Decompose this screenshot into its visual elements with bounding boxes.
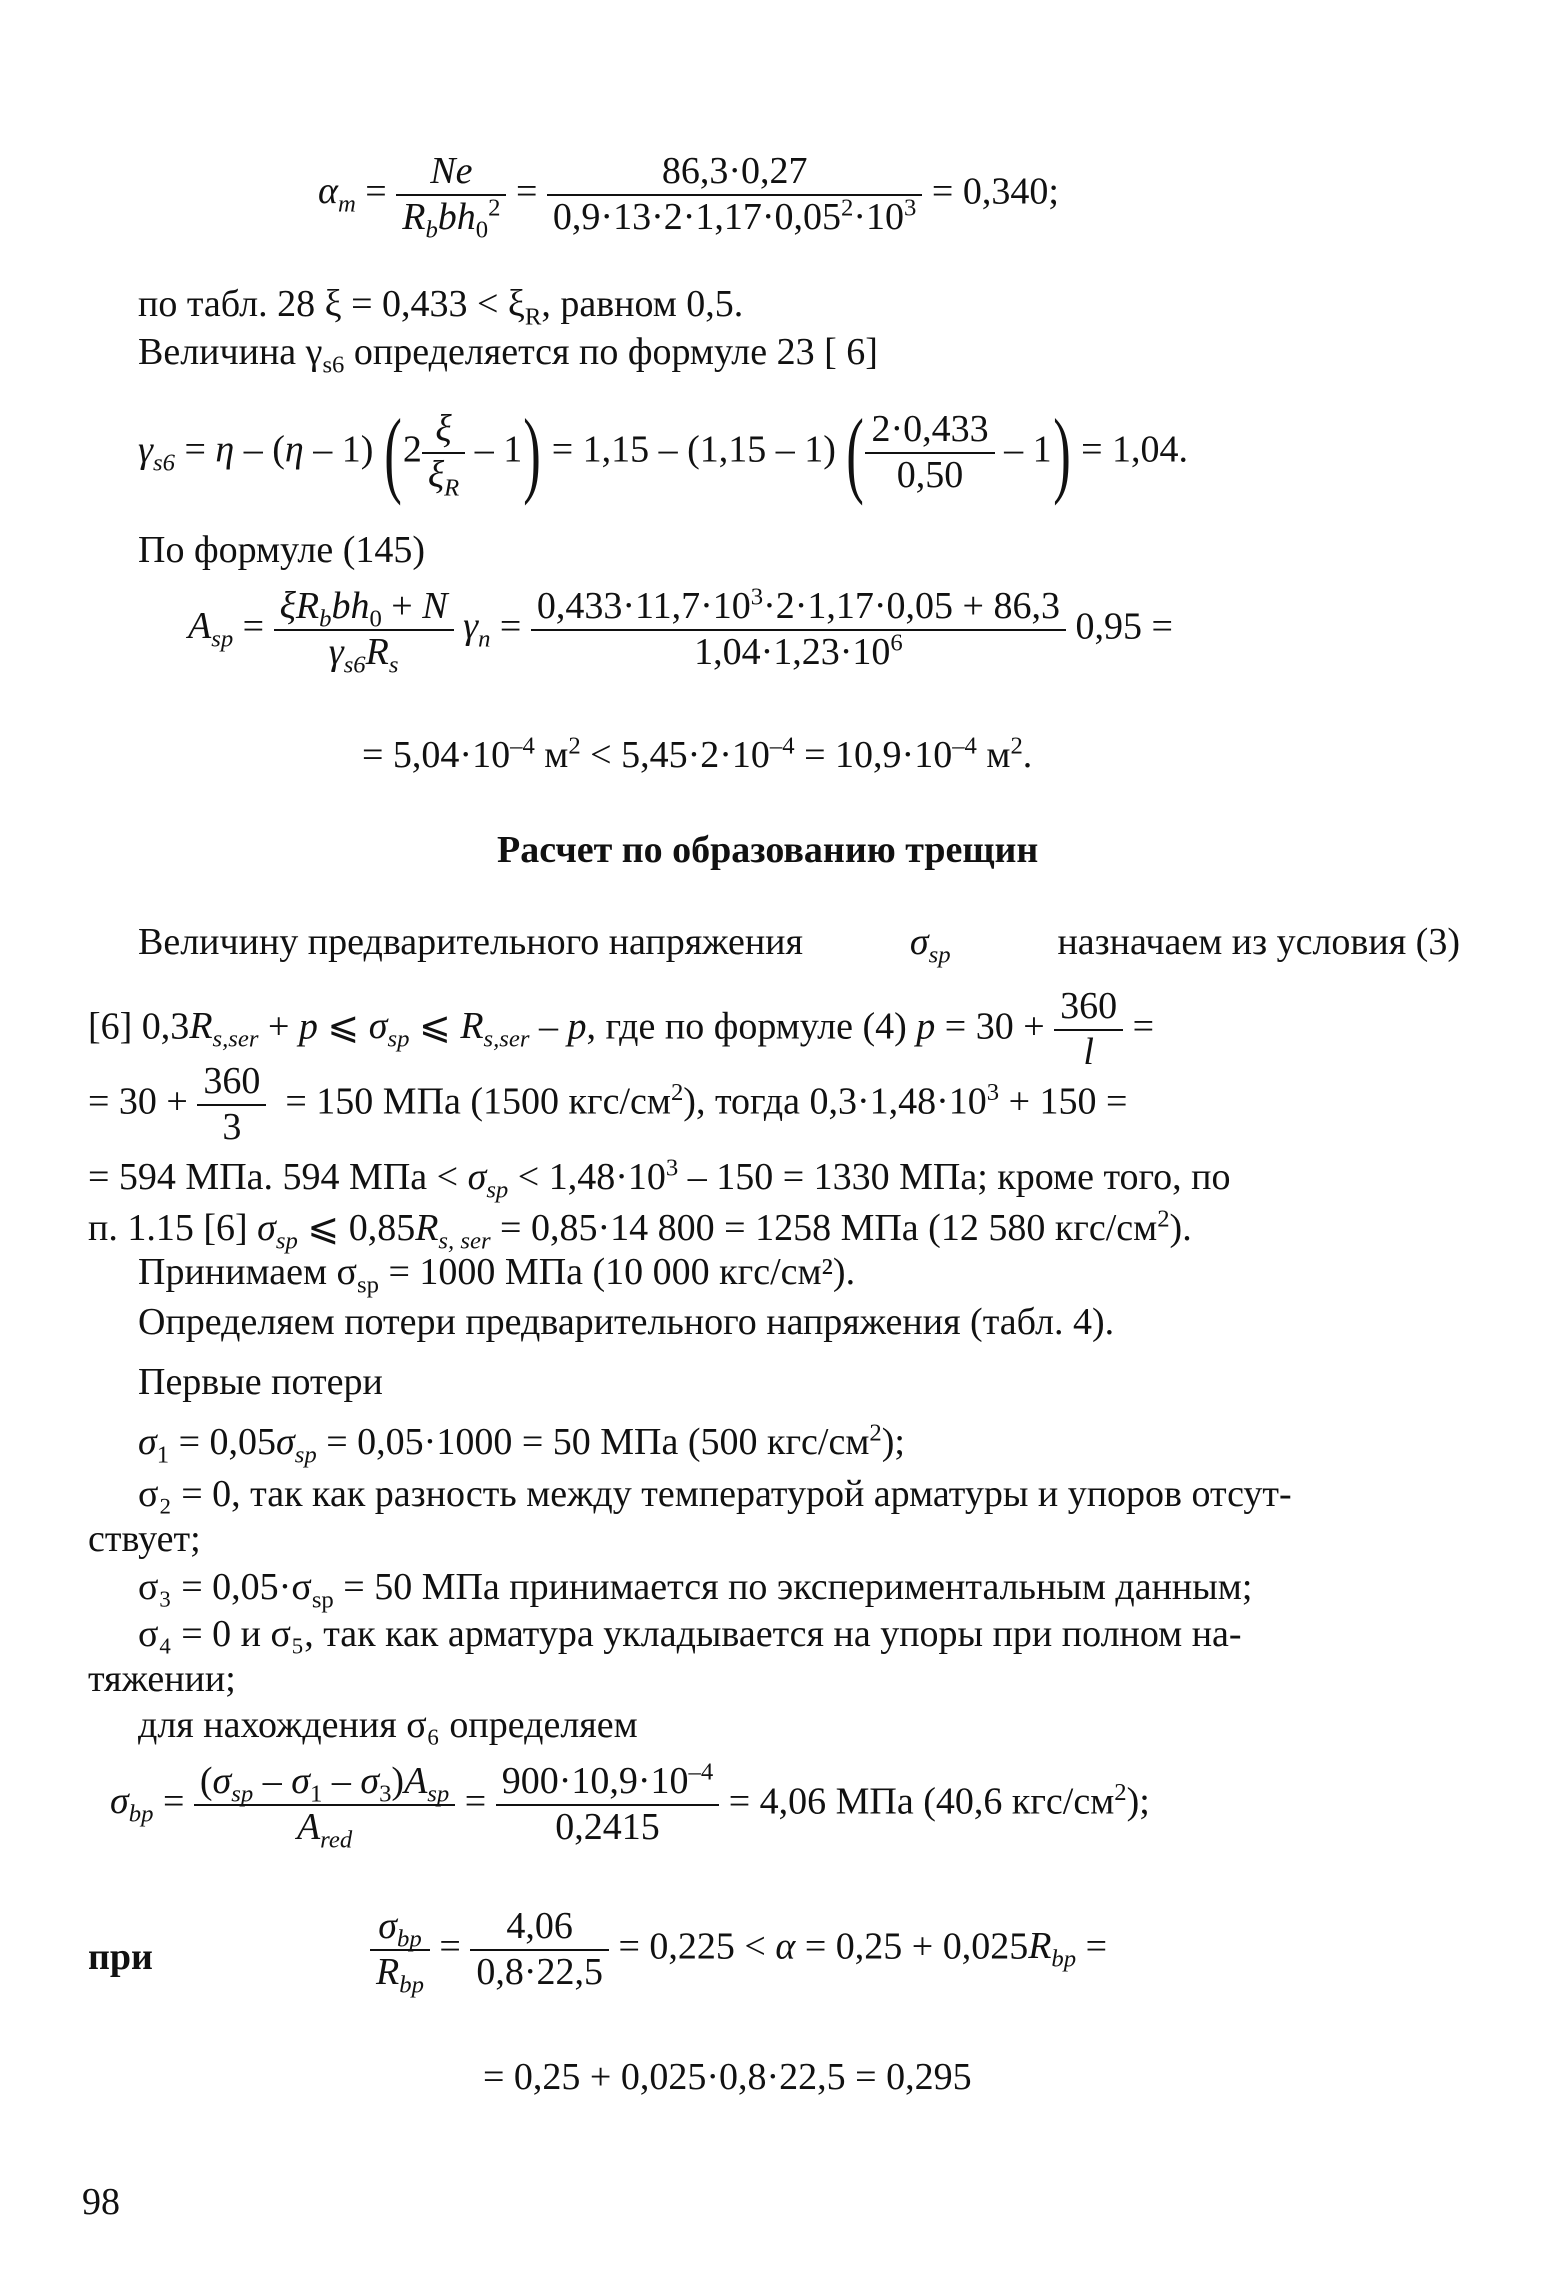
- text-formula-145: По формуле (145): [138, 529, 426, 571]
- text-table-28-end: , равном 0,5.: [541, 283, 744, 325]
- text-prestress-4: = 594 МПа. 594 МПа < $\sigma_{sp} < 1,48\cdot 10^3 - 150 = 1330$ МПа; кроме того, по: [88, 1154, 1231, 1204]
- formula-a-sp: $A_{sp}$ = $\frac{\xi R_bbh_0 + N}{\gamma_{s6}R_s}$ $\gamma_n$ = $\frac{0,433\cdot 11,7\cdot 10^3\cdot 2\cdot 1,17\cdot 0,05 + 86,3}{1,04\cdot 1,23\cdot 10^6}$ 0,95 =: [188, 583, 1173, 679]
- text-prestress-3: = 30 + $\frac{360}{3}$ = 150 МПа (1500 кгс/$см^2$), тогда $0,3\cdot 1,48\cdot 10^3 + 150$ =: [88, 1060, 1128, 1148]
- text-sigma-3-end: = 50 МПа принимается по экспериментальным данным;: [333, 1566, 1253, 1608]
- text-accept-end: = 1000 МПа (10 000 кгс/см²).: [378, 1251, 856, 1293]
- page-number: 98: [82, 2181, 120, 2223]
- formula-alpha-m: $\alpha_m$ = $\frac{Ne}{R_bbh_0^2}$ = $\frac{86,3\cdot 0,27}{0,9\cdot 13\cdot 2\cdot 1,17\cdot 0,05^2\cdot 10^3}$ = 0,340;: [318, 150, 1059, 244]
- text-sigma-3-sub: sp: [311, 1586, 334, 1614]
- text-sigma-3-a: σ₃ = 0,05·σ: [138, 1566, 312, 1608]
- section-heading: Расчет по образованию трещин: [497, 829, 1039, 871]
- text-prestress-2: [6] $0,3R_{s,ser} + p$ ⩽ $\sigma_{sp}$ ⩽ $R_{s,ser}$ – p, где по формуле (4) p = 30 + $\frac{360}{l}$ =: [88, 985, 1155, 1073]
- text-sigma-2b: ствует;: [88, 1518, 201, 1560]
- text-first-losses: Первые потери: [138, 1361, 383, 1403]
- text-accept-sub: sp: [357, 1271, 379, 1299]
- formula-sigma-bp: $\sigma_{bp}$ = $\frac{(\sigma_{sp} - \sigma_1 - \sigma_3)A_{sp}}{A_{red}}$ = $\frac{900\cdot 10,9\cdot 10^{-4}}{0,2415}$ = 4,06 МПа (40,6 кгс/$см^2$);: [110, 1758, 1150, 1854]
- text-prestress-1: [138, 920, 1460, 969]
- text-accept-a: Принимаем σ: [138, 1251, 358, 1293]
- text-sigma-4a: σ₄ = 0 и σ₅, так как арматура укладывается на упоры при полном на-: [138, 1613, 1242, 1655]
- text-losses: Определяем потери предварительного напряжения (табл. 4).: [138, 1301, 1115, 1343]
- sigma-sp: $\sigma_{sp}$: [909, 921, 951, 969]
- text-gamma-b: определяется по формуле 23 [ 6]: [344, 331, 878, 373]
- text-sigma-3: [138, 1565, 1253, 1614]
- formula-a-sp-result: = $5,04\cdot 10^{-4}$ $м^2 < 5,45\cdot 2\cdot 10^{-4} = 10,9\cdot 10^{-4}$ $м^2$.: [362, 732, 1033, 776]
- text-gamma-sub: s6: [322, 351, 345, 379]
- text-table-28-a: по табл. 28 ξ = 0,433 < ξ: [138, 283, 525, 325]
- text-sigma-4b: тяжении;: [88, 1658, 236, 1700]
- text-sigma-2a: σ₂ = 0, так как разность между температурой арматуры и упоров отсут-: [138, 1473, 1292, 1515]
- text-table-28: [138, 282, 744, 331]
- formula-alpha-result: = 0,25 + 0,025·0,8·22,5 = 0,295: [483, 2056, 972, 2098]
- text-accept: [138, 1250, 856, 1299]
- formula-ratio: $\frac{\sigma_{bp}}{R_{bp}}$ = $\frac{4,06}{0,8\cdot 22,5}$ = $0,225 < \alpha = 0,25 + 0,025R_{bp}$ =: [370, 1905, 1107, 1994]
- text-pri: при: [88, 1936, 153, 1978]
- text-sigma-6: для нахождения σ₆ определяем: [138, 1704, 638, 1746]
- text-table-28-sub: R: [524, 303, 542, 331]
- text-gamma-s6: [138, 330, 878, 379]
- text-sigma-1: $\sigma_1 = 0,05\sigma_{sp} = 0,05\cdot 1000 = 50$ МПа (500 кгс/$см^2$);: [138, 1419, 905, 1469]
- text-prestress-1a: Величину предварительного напряжения: [138, 921, 803, 963]
- formula-gamma-s6: $\gamma_{s6} = \eta - (\eta - 1)$ (2 $\frac{\xi}{\xi_R}$ – 1) = 1,15 – (1,15 – 1) ( $\frac{2\cdot 0,433}{0,50}$ – 1) = 1,04.: [138, 399, 1188, 506]
- text-prestress-5: п. 1.15 [6] $\sigma_{sp}$ ⩽ $0,85R_{s, ser} = 0,85\cdot 14$ 800 = 1258 МПа (12 580 кгс/$см^2$).: [88, 1205, 1192, 1255]
- text-prestress-1b: назначаем из условия (3): [1057, 921, 1460, 963]
- text-gamma-a: Величина γ: [138, 331, 323, 373]
